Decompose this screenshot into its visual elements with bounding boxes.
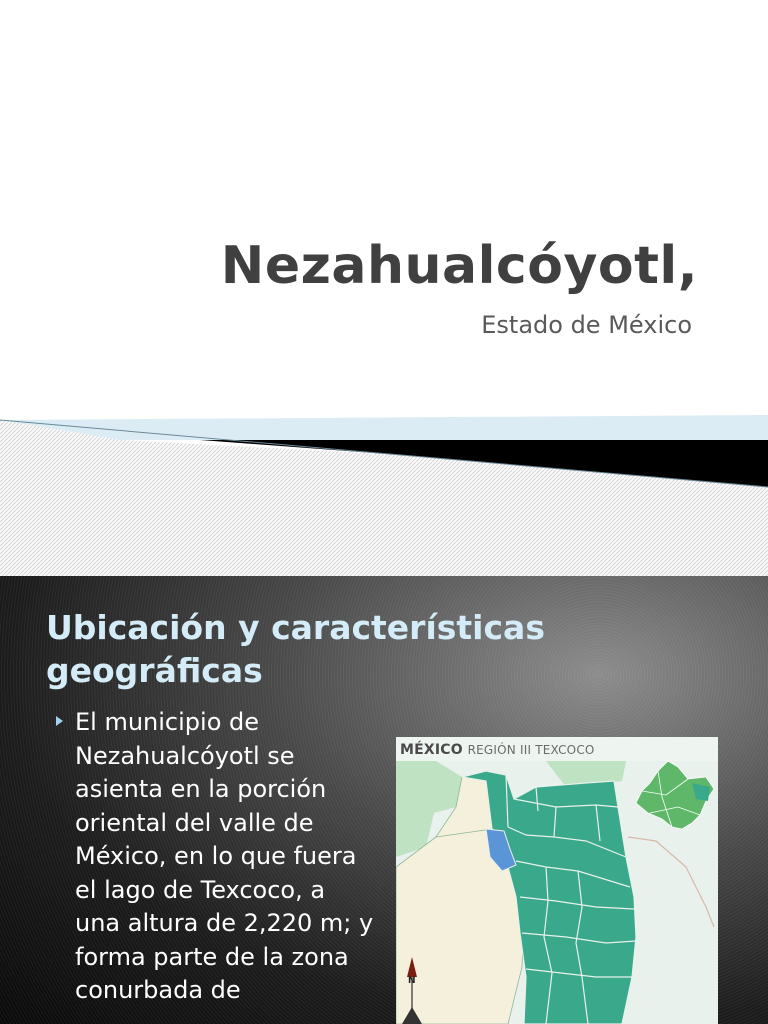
content-slide <box>0 576 768 1024</box>
region-map <box>396 737 718 1024</box>
bullet-text: El municipio de Nezahualcóyotl se asienta en la porción oriental del valle de México, en lo que fuera el lago de Texcoco, a una altura de 2,220 m; y forma parte de la zona conurbada de <box>75 708 374 1004</box>
north-label: N <box>408 976 416 986</box>
map-title-region: REGIÓN III TEXCOCO <box>467 743 595 757</box>
heading-line-1: Ubicación y características <box>46 608 545 647</box>
map-title-main: MÉXICO <box>400 742 463 758</box>
slide-heading <box>46 606 746 692</box>
map-graphic <box>396 737 718 1024</box>
decorative-stripe-band <box>0 410 768 576</box>
heading-line-2: geográficas <box>46 651 263 690</box>
slide-subtitle: Estado de México <box>481 311 692 339</box>
triangle-bullet-icon <box>56 716 63 726</box>
map-title <box>400 742 595 758</box>
slide-title: Nezahualcóyotl, <box>220 236 698 296</box>
